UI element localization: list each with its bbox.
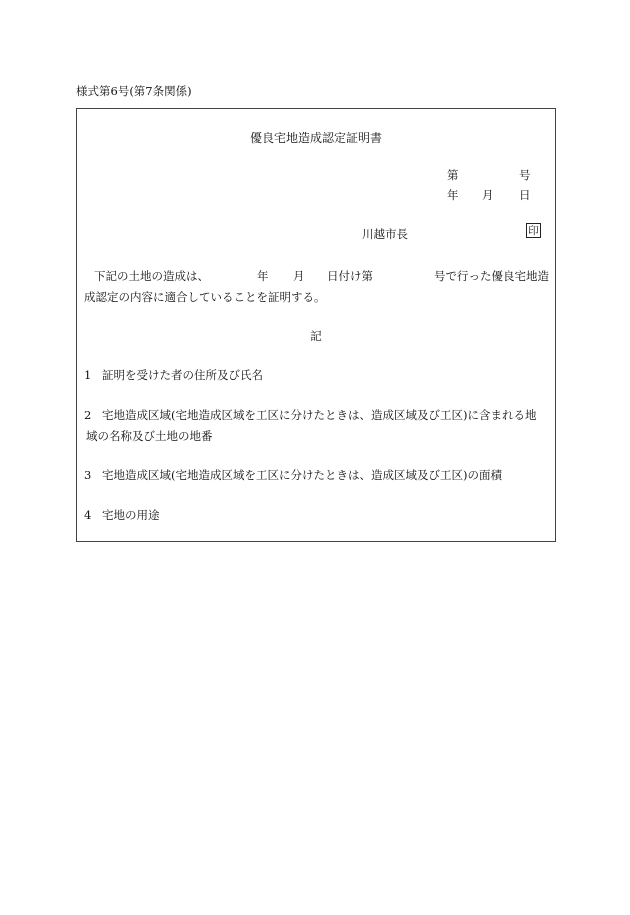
ki-heading: 記 (310, 329, 322, 343)
body-text-line2: 成認定の内容に適合していることを証明する。 (84, 290, 326, 304)
form-number-label: 様式第6号(第7条関係) (76, 84, 192, 98)
date-day-label: 日 (519, 188, 531, 202)
body-text-part5: 号で行った優良宅地造 (434, 269, 549, 283)
seal-mark: 印 (526, 223, 541, 238)
item-number: 2 (84, 408, 92, 422)
item-number: 3 (84, 468, 92, 482)
item-text: 証明を受けた者の住所及び氏名 (102, 368, 263, 382)
number-prefix: 第 (447, 168, 459, 182)
date-month-label: 月 (482, 188, 494, 202)
body-text-date-number: 日付け第 (327, 269, 373, 283)
item-text: 宅地造成区域(宅地造成区域を工区に分けたときは、造成区域及び工区)の面積 (102, 468, 502, 482)
issuer-name: 川越市長 (362, 227, 408, 241)
item-text: 宅地の用途 (102, 508, 160, 522)
list-item (84, 367, 263, 383)
item-text: 宅地造成区域(宅地造成区域を工区に分けたときは、造成区域及び工区)に含まれる地 (102, 408, 537, 422)
date-year-label: 年 (447, 188, 459, 202)
list-item (84, 407, 536, 423)
item-text-continued: 域の名称及び土地の地番 (86, 429, 213, 443)
body-text-month: 月 (293, 269, 305, 283)
item-number: 1 (84, 368, 92, 382)
body-text-part1: 下記の土地の造成は、 (94, 269, 209, 283)
number-suffix: 号 (519, 168, 531, 182)
document-title: 優良宅地造成認定証明書 (249, 131, 382, 145)
certificate-frame (76, 108, 556, 542)
list-item (84, 467, 502, 483)
list-item (84, 507, 160, 523)
body-text-year: 年 (257, 269, 269, 283)
item-number: 4 (84, 508, 92, 522)
